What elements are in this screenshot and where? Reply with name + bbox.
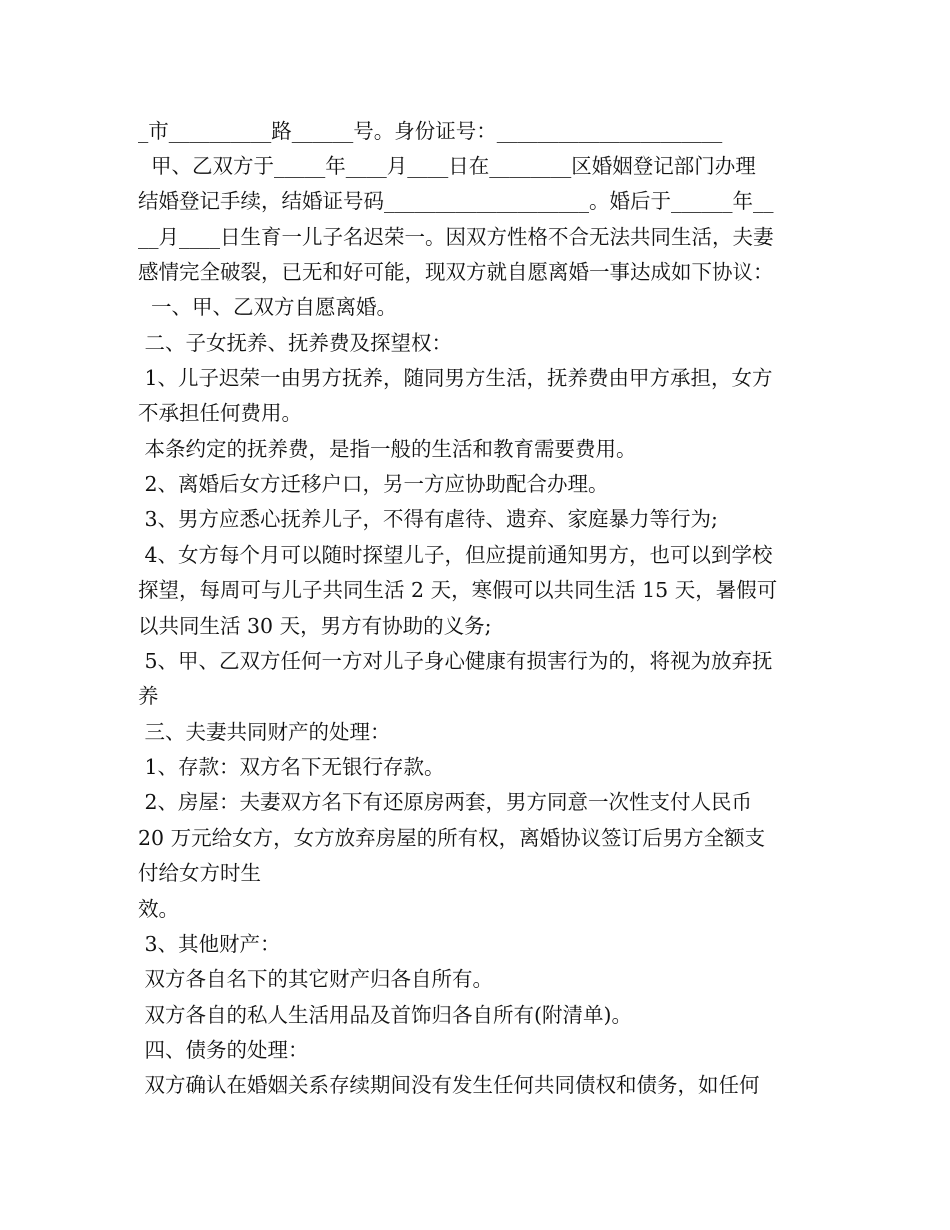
text-line: 付给女方时生 (138, 861, 261, 885)
text-line: 2、离婚后女方迁移户口，另一方应协助配合办理。 (138, 472, 609, 496)
text-line: 2、房屋：夫妻双方名下有还原房两套，男方同意一次性支付人民币 (138, 790, 753, 814)
text-line: 双方各自名下的其它财产归各自所有。 (138, 967, 494, 991)
text-line: 3、其他财产： (138, 932, 281, 956)
section-heading: 三、夫妻共同财产的处理： (138, 720, 391, 744)
text-line: _市__________路______号。身份证号：______________________ (138, 119, 723, 143)
text-line: 双方各自的私人生活用品及首饰归各自所有(附清单)。 (138, 1003, 633, 1027)
text-line: 效。 (138, 897, 179, 921)
text-line: 3、男方应悉心抚养儿子，不得有虐待、遗弃、家庭暴力等行为; (138, 507, 718, 531)
text-line: 5、甲、乙双方任何一方对儿子身心健康有损害行为的，将视为放弃抚 (138, 649, 773, 673)
text-line: 结婚登记手续，结婚证号码____________________。婚后于______年__ (138, 189, 774, 213)
text-line: 不承担任何费用。 (138, 401, 302, 425)
text-line: 4、女方每个月可以随时探望儿子，但应提前通知男方，也可以到学校 (138, 543, 773, 567)
text-line: 养 (138, 684, 159, 708)
text-line: 本条约定的抚养费，是指一般的生活和教育需要费用。 (138, 437, 637, 461)
section-heading: 二、子女抚养、抚养费及探望权： (138, 331, 453, 355)
text-line: 以共同生活 30 天，男方有协助的义务; (138, 614, 492, 638)
text-line: 探望，每周可与儿子共同生活 2 天，寒假可以共同生活 15 天，暑假可 (138, 578, 778, 602)
text-line: 1、存款：双方名下无银行存款。 (138, 755, 445, 779)
section-heading: 四、债务的处理： (138, 1038, 309, 1062)
text-line: 1、儿子迟荣一由男方抚养，随同男方生活，抚养费由甲方承担，女方 (138, 366, 773, 390)
text-line: 20 万元给女方，女方放弃房屋的所有权，离婚协议签订后男方全额支 (138, 826, 766, 850)
section-heading: 一、甲、乙双方自愿离婚。 (138, 295, 398, 319)
text-line: 双方确认在婚姻关系存续期间没有发生任何共同债权和债务，如任何 (138, 1073, 760, 1097)
text-line: 甲、乙双方于_____年____月____日在________区婚姻登记部门办理 (138, 154, 756, 178)
text-line: __月____日生育一儿子名迟荣一。因双方性格不合无法共同生活，夫妻 (138, 225, 774, 249)
text-line: 感情完全破裂，已无和好可能，现双方就自愿离婚一事达成如下协议： (138, 260, 774, 284)
